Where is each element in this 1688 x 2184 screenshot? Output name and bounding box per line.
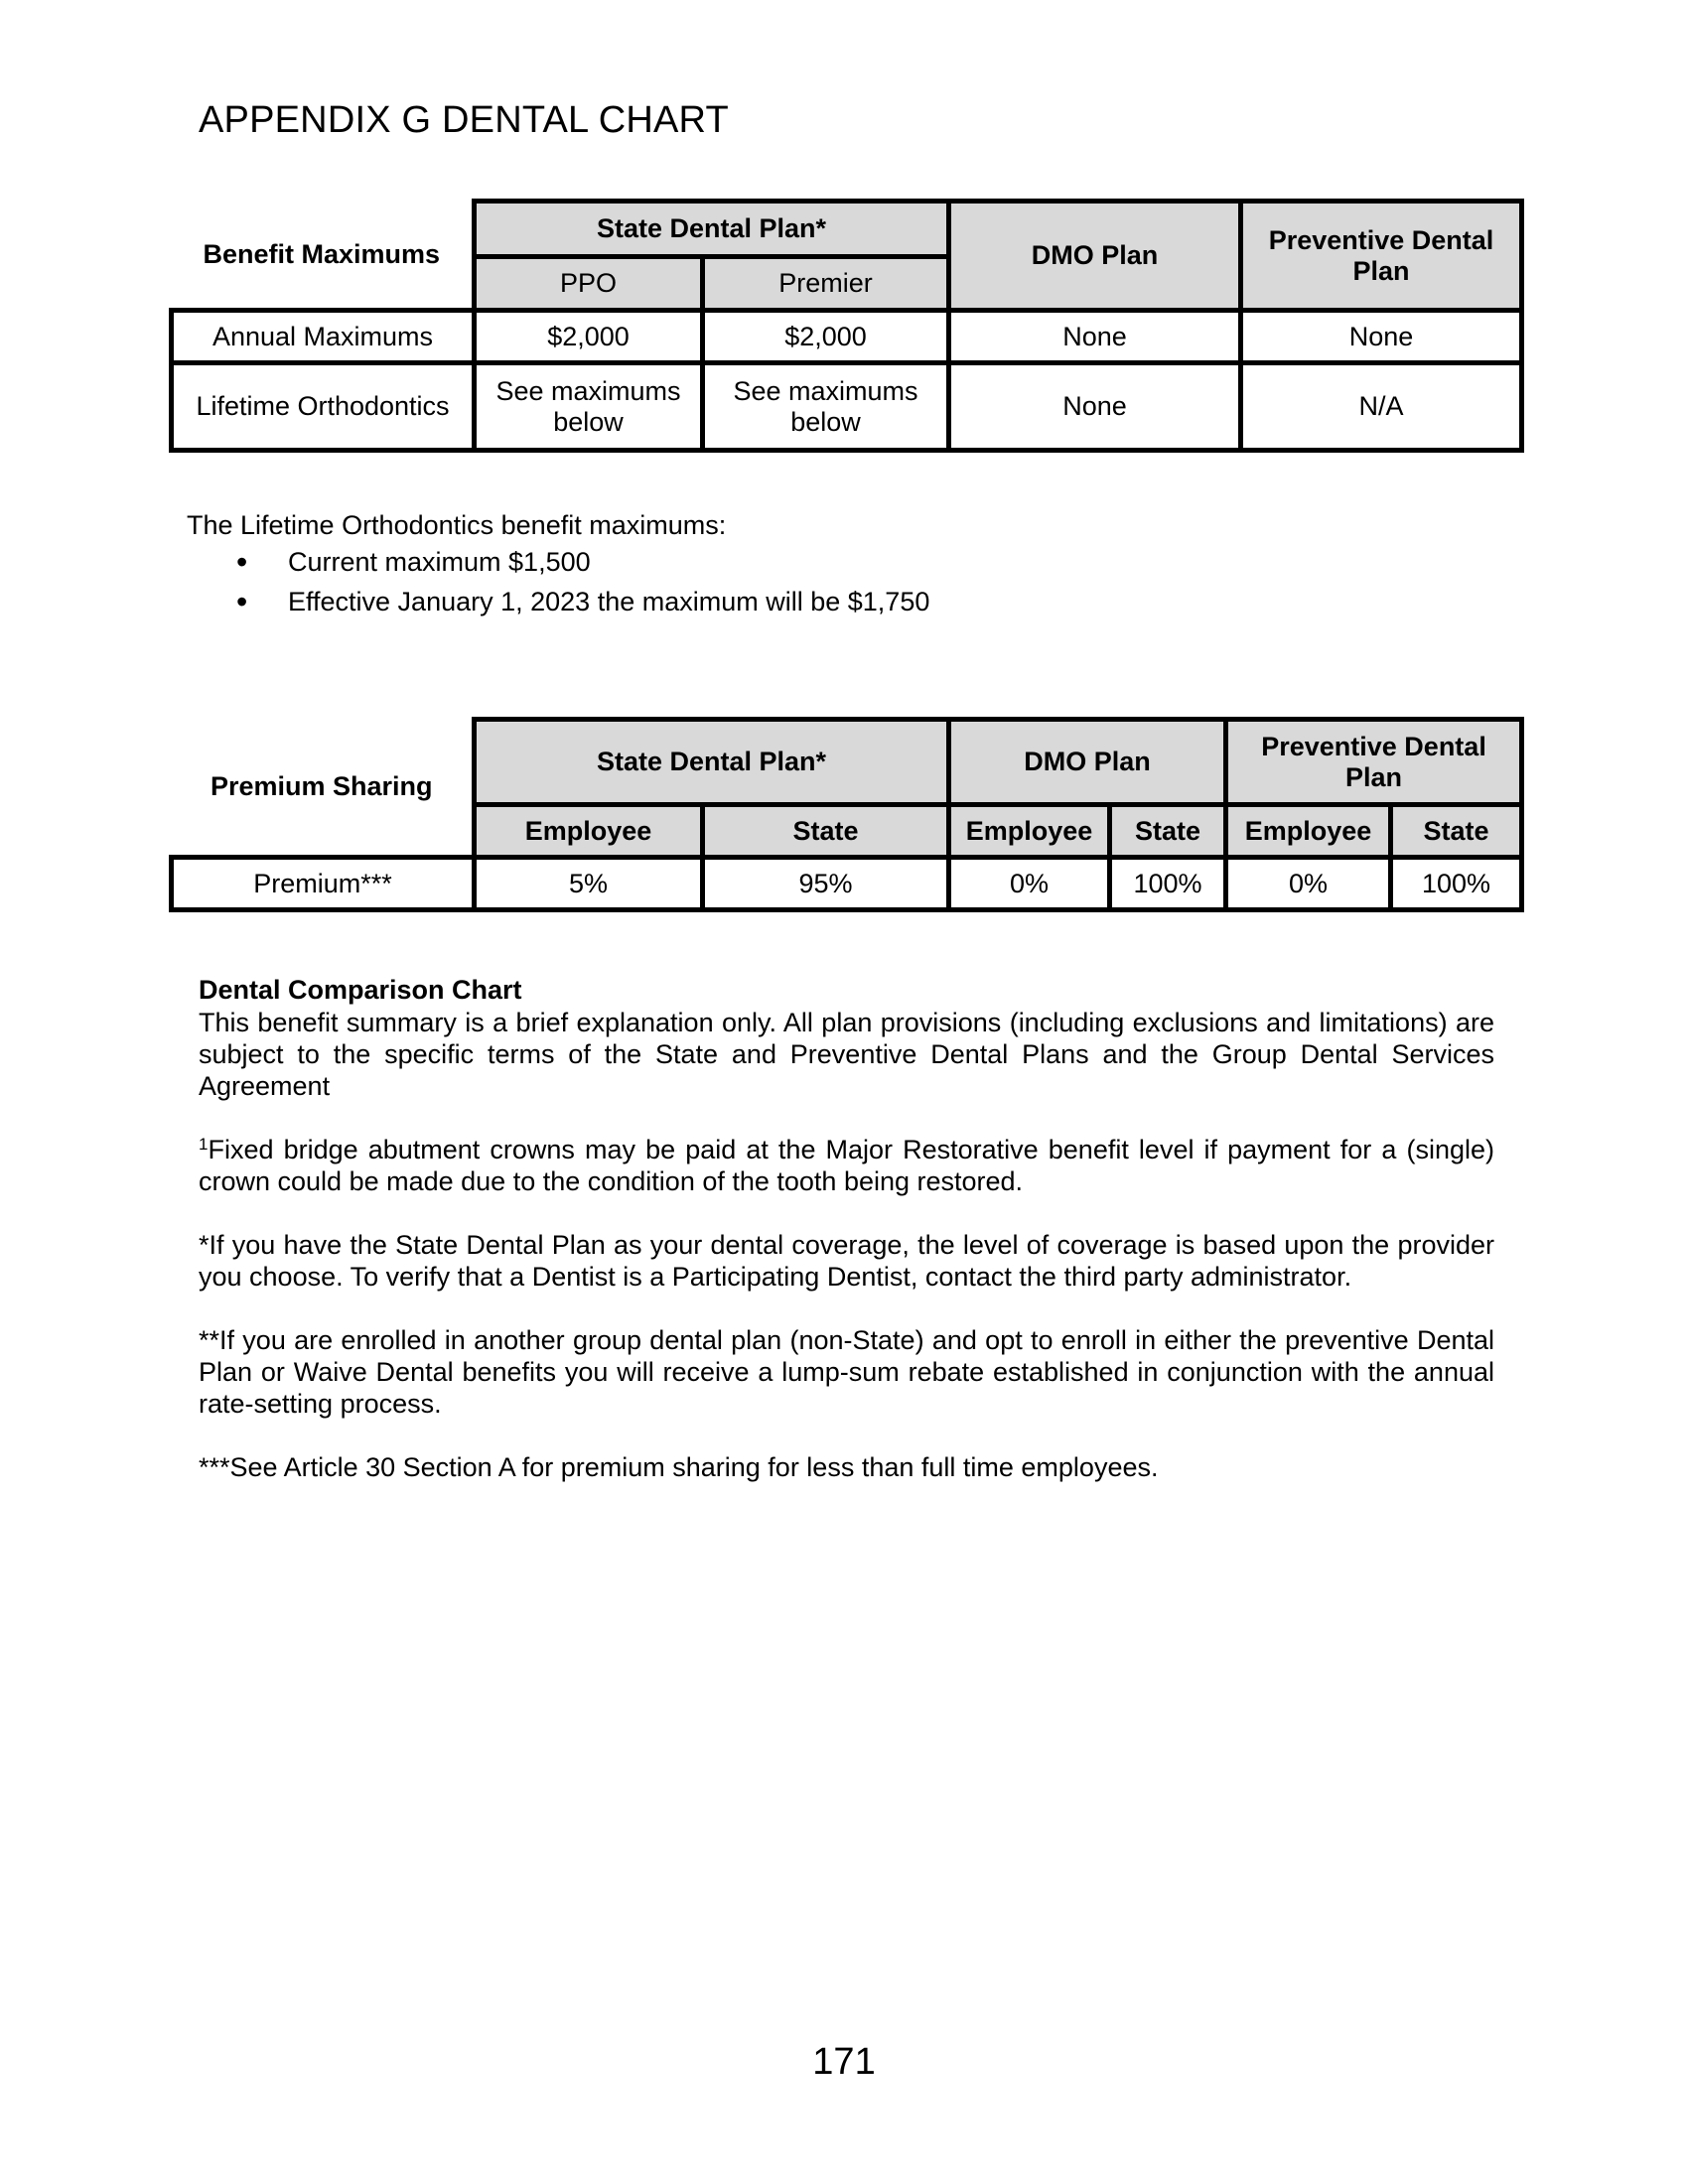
row-label: Annual Maximums (172, 311, 475, 363)
state-dental-plan-header: State Dental Plan* (475, 202, 949, 257)
state-header: State (703, 805, 949, 858)
footnote-marker: 1 (199, 1135, 209, 1154)
dmo-value: None (949, 363, 1241, 451)
footnote-1-text: Fixed bridge abutment crowns may be paid at the Major Restorative benefit level if payment for a (single) crown could be made due to the condition of the tooth being restored. (199, 1135, 1494, 1196)
dmo-plan-header: DMO Plan (949, 202, 1241, 311)
preventive-dental-plan-header: Preventive Dental Plan (1241, 202, 1522, 311)
table-row (172, 363, 1522, 451)
ortho-bullet-list (199, 544, 929, 623)
preventive-dental-plan-header: Preventive Dental Plan (1226, 720, 1522, 805)
dmo-state-share: 100% (1110, 858, 1226, 910)
footnote-1 (199, 1134, 1494, 1197)
list-item: • Current maximum $1,500 (199, 544, 929, 584)
premier-header: Premier (703, 257, 949, 311)
premier-value: See maximums below (703, 363, 949, 451)
benefit-summary-paragraph: This benefit summary is a brief explanation only. All plan provisions (including exclusions and limitations) are subject to the specific terms of the State and Preventive Dental Plans and the Group Dental Services Agreement (199, 1008, 1494, 1101)
state-dental-plan-header: State Dental Plan* (475, 720, 949, 805)
row-label: Lifetime Orthodontics (172, 363, 475, 451)
dmo-value: None (949, 311, 1241, 363)
footnote-2: *If you have the State Dental Plan as your dental coverage, the level of coverage is based upon the provider you choose. To verify that a Dentist is a Participating Dentist, contact the third party administrator. (199, 1230, 1494, 1292)
ppo-value: See maximums below (475, 363, 703, 451)
benefit-maximums-table (169, 199, 1524, 453)
ppo-value: $2,000 (475, 311, 703, 363)
footnote-3: **If you are enrolled in another group dental plan (non-State) and opt to enroll in either the preventive Dental Plan or Waive Dental benefits you will receive a lump-sum rebate established in conjunction with the annual rate-setting process. (199, 1325, 1494, 1419)
premium-sharing-table (169, 717, 1524, 912)
state-header: State (1391, 805, 1522, 858)
row-label: Premium*** (172, 858, 475, 910)
list-item: • Effective January 1, 2023 the maximum will be $1,750 (199, 584, 929, 623)
employee-header: Employee (949, 805, 1110, 858)
preventive-state-share: 100% (1391, 858, 1522, 910)
page-number: 171 (812, 2041, 876, 2083)
benefit-maximums-header: Benefit Maximums (203, 238, 441, 269)
state-header: State (1110, 805, 1226, 858)
employee-header: Employee (1226, 805, 1391, 858)
employee-header: Employee (475, 805, 703, 858)
comparison-heading: Dental Comparison Chart (199, 975, 522, 1005)
dmo-employee-share: 0% (949, 858, 1110, 910)
page-title: APPENDIX G DENTAL CHART (199, 99, 729, 141)
ortho-intro: The Lifetime Orthodontics benefit maximums: (187, 510, 727, 540)
footnote-4: ***See Article 30 Section A for premium sharing for less than full time employees. (199, 1452, 1159, 1482)
ppo-header: PPO (475, 257, 703, 311)
preventive-value: None (1241, 311, 1522, 363)
table-row (172, 858, 1522, 910)
preventive-value: N/A (1241, 363, 1522, 451)
dmo-plan-header: DMO Plan (949, 720, 1226, 805)
state-plan-state-share: 95% (703, 858, 949, 910)
preventive-employee-share: 0% (1226, 858, 1391, 910)
premier-value: $2,000 (703, 311, 949, 363)
state-plan-employee-share: 5% (475, 858, 703, 910)
table-row (172, 311, 1522, 363)
premium-sharing-header: Premium Sharing (210, 771, 433, 802)
